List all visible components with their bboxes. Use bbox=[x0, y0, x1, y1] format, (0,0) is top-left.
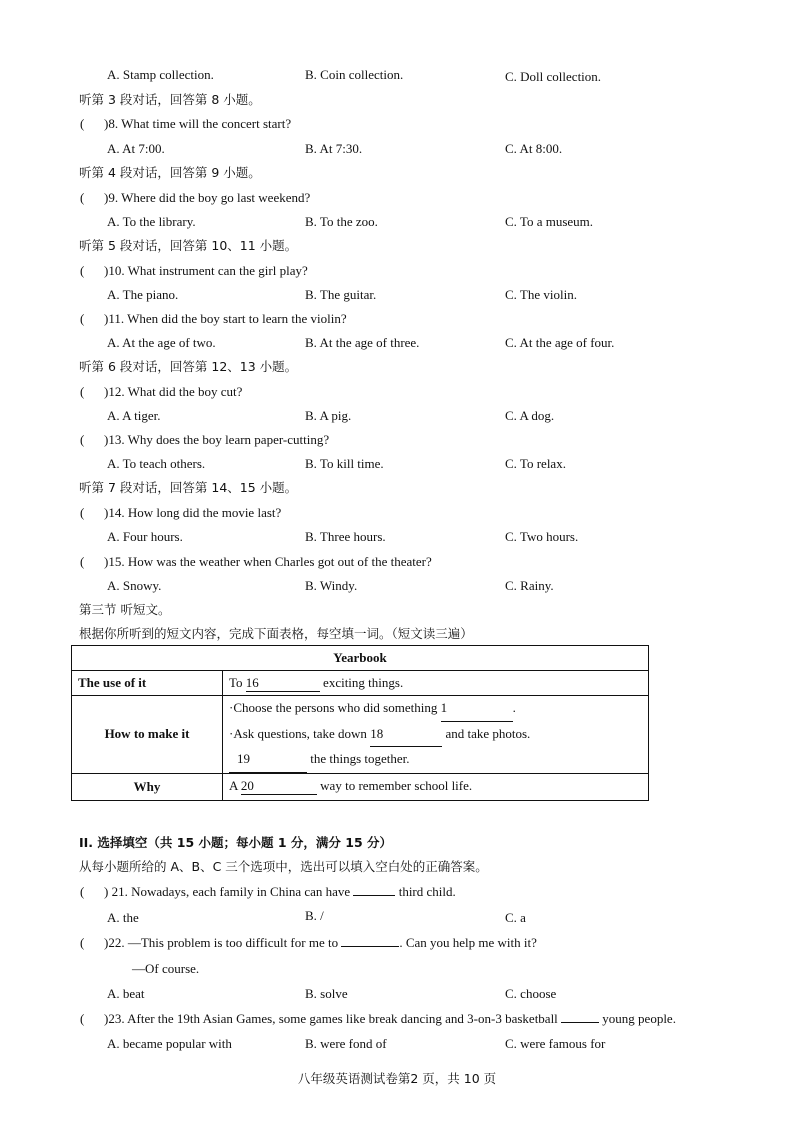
table-title: Yearbook bbox=[72, 646, 649, 671]
q11-option-a: A. At the age of two. bbox=[107, 335, 216, 350]
q8-option-c: C. At 8:00. bbox=[505, 141, 563, 156]
question-15-stem: )15. How was the weather when Charles got out of the theater? bbox=[104, 554, 432, 569]
q15-option-c: C. Rainy. bbox=[505, 578, 554, 593]
question-11-stem: )11. When did the boy start to learn the violin? bbox=[104, 311, 347, 326]
q12-option-c: C. A dog. bbox=[505, 408, 555, 423]
conversation-4-instruction: 听第 4 段对话，回答第 9 小题。 bbox=[79, 165, 261, 180]
q12-option-b: B. A pig. bbox=[305, 408, 352, 423]
question-11 bbox=[80, 311, 347, 327]
question-9-stem: )9. Where did the boy go last weekend? bbox=[104, 190, 311, 205]
q9-option-c: C. To a museum. bbox=[505, 214, 594, 229]
table-row bbox=[72, 671, 649, 696]
text: exciting things. bbox=[319, 674, 404, 690]
question-8 bbox=[80, 116, 291, 132]
section-3-title: 第三节 听短文。 bbox=[79, 602, 171, 617]
question-15 bbox=[80, 554, 432, 570]
q9-option-a: A. To the library. bbox=[107, 214, 196, 229]
answer-paren: ( bbox=[80, 554, 85, 569]
question-13-stem: )13. Why does the boy learn paper-cutting? bbox=[104, 432, 330, 447]
answer-paren: ( bbox=[80, 935, 85, 950]
answer-paren: ( bbox=[80, 263, 85, 278]
q12-option-a: A. A tiger. bbox=[107, 408, 161, 423]
q11-option-b: B. At the age of three. bbox=[305, 335, 420, 350]
q14-option-c: C. Two hours. bbox=[505, 529, 579, 544]
how-line-3 bbox=[229, 747, 642, 773]
row-content-use bbox=[223, 671, 649, 696]
q21-option-c: C. a bbox=[505, 910, 526, 925]
q8-option-a: A. At 7:00. bbox=[107, 141, 165, 156]
answer-paren: ( bbox=[80, 190, 85, 205]
q22-option-b: B. solve bbox=[305, 986, 348, 1001]
answer-paren: ( bbox=[80, 116, 85, 131]
question-21 bbox=[80, 884, 456, 900]
q7-option-c: C. Doll collection. bbox=[505, 69, 602, 84]
answer-paren: ( bbox=[80, 311, 85, 326]
question-22-reply: —Of course. bbox=[132, 961, 200, 976]
q10-option-b: B. The guitar. bbox=[305, 287, 377, 302]
answer-paren: ( bbox=[80, 505, 85, 520]
q13-option-a: A. To teach others. bbox=[107, 456, 206, 471]
text: the things together. bbox=[307, 751, 410, 766]
table-row bbox=[72, 773, 649, 800]
conversation-7-instruction: 听第 7 段对话，回答第 14、15 小题。 bbox=[79, 480, 298, 495]
text: way to remember school life. bbox=[316, 778, 473, 793]
row-label-why: Why bbox=[72, 773, 223, 800]
q21-option-b: B. / bbox=[305, 908, 324, 923]
blank-19[interactable]: 19 bbox=[229, 747, 307, 773]
conversation-6-instruction: 听第 6 段对话，回答第 12、13 小题。 bbox=[79, 359, 298, 374]
q23-option-a: A. became popular with bbox=[107, 1036, 232, 1051]
text: ·Choose the persons who did something bbox=[229, 700, 441, 715]
blank-17[interactable]: 1 bbox=[441, 696, 513, 722]
blank-18[interactable]: 18 bbox=[370, 722, 442, 748]
question-22-stem-post: . Can you help me with it? bbox=[399, 935, 537, 950]
q22-option-a: A. beat bbox=[107, 986, 145, 1001]
text: A bbox=[229, 778, 241, 793]
q8-option-b: B. At 7:30. bbox=[305, 141, 363, 156]
q23-option-c: C. were famous for bbox=[505, 1036, 606, 1051]
question-12 bbox=[80, 384, 242, 400]
q22-option-c: C. choose bbox=[505, 986, 557, 1001]
blank-21[interactable] bbox=[353, 895, 395, 896]
question-8-stem: )8. What time will the concert start? bbox=[104, 116, 292, 131]
how-line-2 bbox=[229, 722, 642, 748]
text: and take photos. bbox=[442, 725, 531, 741]
q11-option-c: C. At the age of four. bbox=[505, 335, 615, 350]
yearbook-table bbox=[71, 645, 649, 801]
row-content-why bbox=[223, 773, 649, 800]
page-footer: 八年级英语测试卷第2 页，共 10 页 bbox=[297, 1071, 497, 1086]
question-12-stem: )12. What did the boy cut? bbox=[104, 384, 243, 399]
conversation-3-instruction: 听第 3 段对话，回答第 8 小题。 bbox=[79, 92, 261, 107]
table-header-row bbox=[72, 646, 649, 671]
question-23 bbox=[80, 1011, 676, 1027]
row-label-use: The use of it bbox=[72, 671, 223, 696]
q10-option-c: C. The violin. bbox=[505, 287, 577, 302]
question-23-stem-pre: )23. After the 19th Asian Games, some games like break dancing and 3-on-3 basketball bbox=[104, 1011, 562, 1026]
question-10-stem: )10. What instrument can the girl play? bbox=[104, 263, 308, 278]
q14-option-a: A. Four hours. bbox=[107, 529, 183, 544]
section-3-instruction: 根据你所听到的短文内容，完成下面表格，每空填一词。（短文读三遍） bbox=[79, 626, 473, 641]
question-14 bbox=[80, 505, 281, 521]
question-21-stem-pre: ) 21. Nowadays, each family in China can have bbox=[104, 884, 354, 899]
conversation-5-instruction: 听第 5 段对话，回答第 10、11 小题。 bbox=[79, 238, 298, 253]
question-23-stem-post: young people. bbox=[599, 1011, 676, 1026]
question-22 bbox=[80, 935, 537, 951]
how-line-1 bbox=[229, 696, 642, 722]
question-10 bbox=[80, 263, 308, 279]
q15-option-a: A. Snowy. bbox=[107, 578, 162, 593]
blank-22[interactable] bbox=[341, 946, 399, 947]
q13-option-b: B. To kill time. bbox=[305, 456, 384, 471]
blank-16[interactable]: 16 bbox=[246, 675, 320, 692]
q21-option-a: A. the bbox=[107, 910, 139, 925]
answer-paren: ( bbox=[80, 884, 85, 899]
answer-paren: ( bbox=[80, 432, 85, 447]
q7-option-b: B. Coin collection. bbox=[305, 67, 404, 82]
text: ·Ask questions, take down bbox=[229, 725, 371, 741]
text: . bbox=[512, 700, 516, 715]
part-2-instruction: 从每小题所给的 A、B、C 三个选项中，选出可以填入空白处的正确答案。 bbox=[79, 859, 488, 874]
q9-option-b: B. To the zoo. bbox=[305, 214, 378, 229]
row-label-how: How to make it bbox=[72, 696, 223, 774]
q15-option-b: B. Windy. bbox=[305, 578, 358, 593]
part-2-title: II. 选择填空（共 15 小题；每小题 1 分，满分 15 分） bbox=[79, 835, 393, 850]
answer-paren: ( bbox=[80, 1011, 85, 1026]
blank-20[interactable]: 20 bbox=[241, 778, 317, 795]
q7-option-a: A. Stamp collection. bbox=[107, 67, 214, 82]
question-14-stem: )14. How long did the movie last? bbox=[104, 505, 282, 520]
text: To bbox=[229, 674, 246, 690]
q14-option-b: B. Three hours. bbox=[305, 529, 386, 544]
answer-paren: ( bbox=[80, 384, 85, 399]
blank-23[interactable] bbox=[561, 1022, 599, 1023]
q10-option-a: A. The piano. bbox=[107, 287, 179, 302]
question-22-stem-pre: )22. —This problem is too difficult for me to bbox=[104, 935, 342, 950]
row-content-how bbox=[223, 696, 649, 774]
question-9 bbox=[80, 190, 310, 206]
table-row bbox=[72, 696, 649, 774]
question-13 bbox=[80, 432, 329, 448]
q23-option-b: B. were fond of bbox=[305, 1036, 387, 1051]
question-21-stem-post: third child. bbox=[395, 884, 456, 899]
q13-option-c: C. To relax. bbox=[505, 456, 566, 471]
